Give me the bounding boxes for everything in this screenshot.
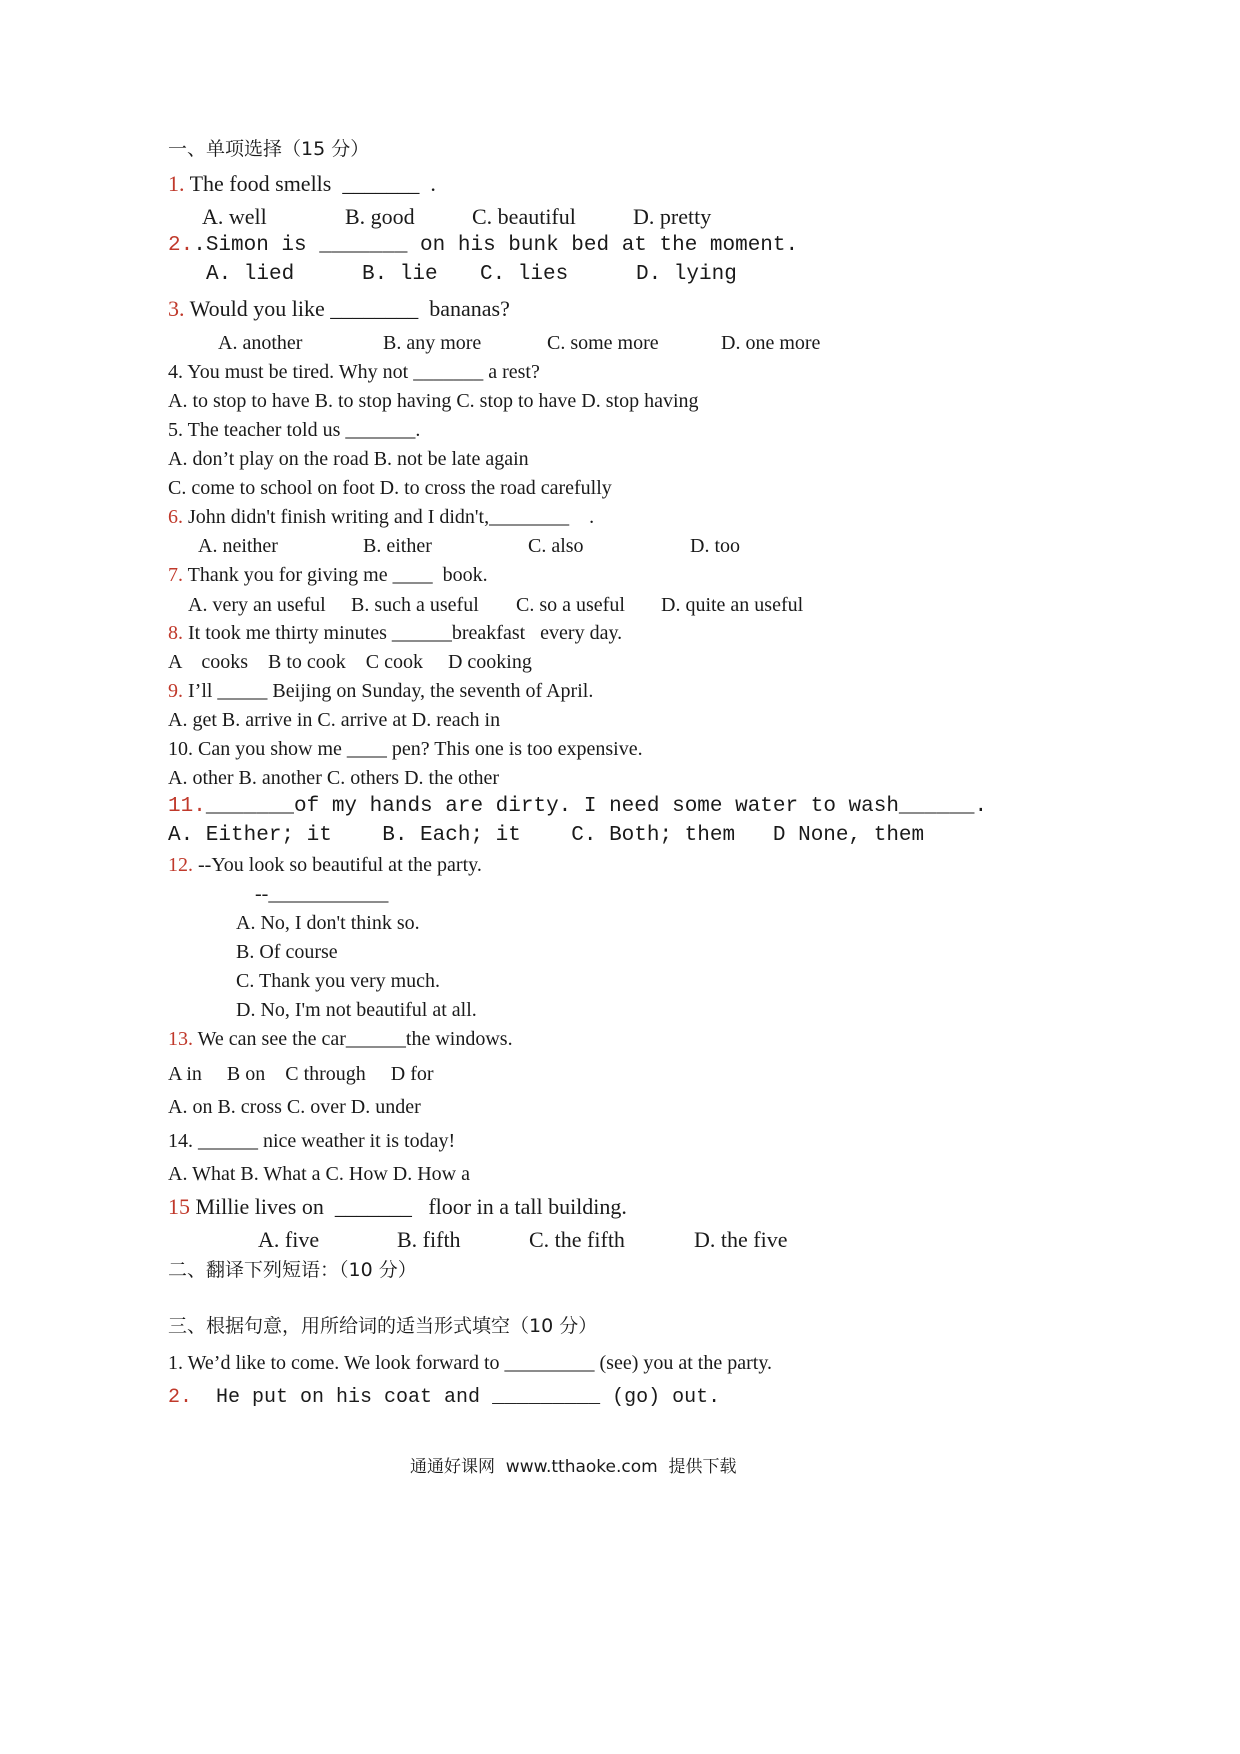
option-c: C. Thank you very much. <box>236 970 441 992</box>
question-14-options: A. What B. What a C. How D. How a <box>168 1163 470 1185</box>
option-b: B. any more <box>383 332 482 354</box>
question-9 <box>168 679 593 703</box>
question-number: 9. <box>168 680 183 702</box>
option-c: C. the fifth <box>529 1227 625 1252</box>
footer-text: 通通好课网 www.tthaoke.com 提供下载 <box>410 1457 737 1477</box>
option-b: B. either <box>363 535 432 557</box>
option-a: A. another <box>218 332 303 354</box>
question-11-options: A. Either; it B. Each; it C. Both; them D None, them <box>168 824 925 847</box>
option-a: A. No, I don't think so. <box>236 912 420 934</box>
option-d: D. lying <box>636 263 737 286</box>
question-number: 7. <box>168 564 183 586</box>
question-2 <box>168 234 798 258</box>
question-11 <box>168 795 987 819</box>
question-text: --You look so beautiful at the party. <box>193 854 482 876</box>
question-text: He put on his coat and _________ (go) out. <box>192 1386 721 1409</box>
question-13-options-2: A. on B. cross C. over D. under <box>168 1096 421 1118</box>
question-text: Thank you for giving me ____ book. <box>183 564 488 586</box>
option-c: C. some more <box>547 332 659 354</box>
question-7 <box>168 563 488 587</box>
question-number: 13. <box>168 1028 193 1050</box>
question-text: _______of my hands are dirty. I need some water to wash______. <box>205 795 988 818</box>
question-number: 1. <box>168 171 185 196</box>
question-number: 2. <box>168 234 194 257</box>
question-text: The food smells _______ . <box>184 171 436 196</box>
question-number: 6. <box>168 506 183 528</box>
question-text: .Simon is _______ on his bunk bed at the moment. <box>193 234 799 257</box>
question-number: 8. <box>168 622 183 644</box>
option-a: A. neither <box>198 535 278 557</box>
option-b: B. lie <box>362 263 438 286</box>
question-8-options: A cooks B to cook C cook D cooking <box>168 651 532 673</box>
question-13-options-1: A in B on C through D for <box>168 1063 434 1085</box>
section-heading-1: 一、单项选择（15 分） <box>168 138 370 160</box>
option-a: A. well <box>202 204 267 229</box>
option-d: D. the five <box>694 1227 788 1252</box>
question-1 <box>168 172 436 196</box>
question-4-options: A. to stop to have B. to stop having C. stop to have D. stop having <box>168 390 699 412</box>
question-14: 14. ______ nice weather it is today! <box>168 1130 456 1152</box>
question-5-options-2: C. come to school on foot D. to cross the road carefully <box>168 477 612 499</box>
option-a: A. lied <box>206 263 295 286</box>
question-13 <box>168 1027 513 1051</box>
fill-question-1: 1. We’d like to come. We look forward to _________ (see) you at the party. <box>168 1352 773 1374</box>
question-10-options: A. other B. another C. others D. the other <box>168 767 500 789</box>
option-d: D. one more <box>721 332 821 354</box>
option-d: D. too <box>690 535 740 557</box>
question-12 <box>168 853 482 877</box>
question-text: Millie lives on _______ floor in a tall building. <box>190 1194 627 1219</box>
option-c: C. so a useful <box>516 594 625 616</box>
option-b: B. good <box>345 204 415 229</box>
option-b: B. such a useful <box>351 594 479 616</box>
question-text: I’ll _____ Beijing on Sunday, the seventh of April. <box>183 680 594 702</box>
option-c: C. beautiful <box>472 204 576 229</box>
question-9-options: A. get B. arrive in C. arrive at D. reach in <box>168 709 501 731</box>
answer-line: --____________ <box>255 883 389 905</box>
section-heading-3: 三、根据句意，用所给词的适当形式填空（10 分） <box>168 1315 598 1337</box>
question-text: It took me thirty minutes ______breakfast every day. <box>183 622 623 644</box>
question-5: 5. The teacher told us _______. <box>168 419 421 441</box>
option-a: A. very an useful <box>188 594 326 616</box>
option-c: C. lies <box>480 263 569 286</box>
question-number: 3. <box>168 296 185 321</box>
option-c: C. also <box>528 535 584 557</box>
option-d: D. quite an useful <box>661 594 804 616</box>
section-heading-2: 二、翻译下列短语：（10 分） <box>168 1259 417 1281</box>
question-text: We can see the car______the windows. <box>193 1028 513 1050</box>
question-10: 10. Can you show me ____ pen? This one is too expensive. <box>168 738 643 760</box>
fill-question-2 <box>168 1386 720 1410</box>
question-15 <box>168 1195 627 1219</box>
question-text: Would you like ________ bananas? <box>184 296 510 321</box>
option-a: A. five <box>258 1227 320 1252</box>
option-d: D. pretty <box>633 204 712 229</box>
question-number: 2. <box>168 1386 193 1409</box>
option-b: B. fifth <box>397 1227 461 1252</box>
question-4: 4. You must be tired. Why not _______ a rest? <box>168 361 540 383</box>
question-number: 15 <box>168 1194 190 1219</box>
option-b: B. Of course <box>236 941 338 963</box>
question-3 <box>168 297 510 321</box>
question-8 <box>168 621 622 645</box>
option-d: D. No, I'm not beautiful at all. <box>236 999 477 1021</box>
question-text: John didn't finish writing and I didn't,________ . <box>183 506 595 528</box>
question-6 <box>168 505 594 529</box>
question-5-options-1: A. don’t play on the road B. not be late again <box>168 448 529 470</box>
question-number: 12. <box>168 854 193 876</box>
question-number: 11. <box>168 795 206 818</box>
